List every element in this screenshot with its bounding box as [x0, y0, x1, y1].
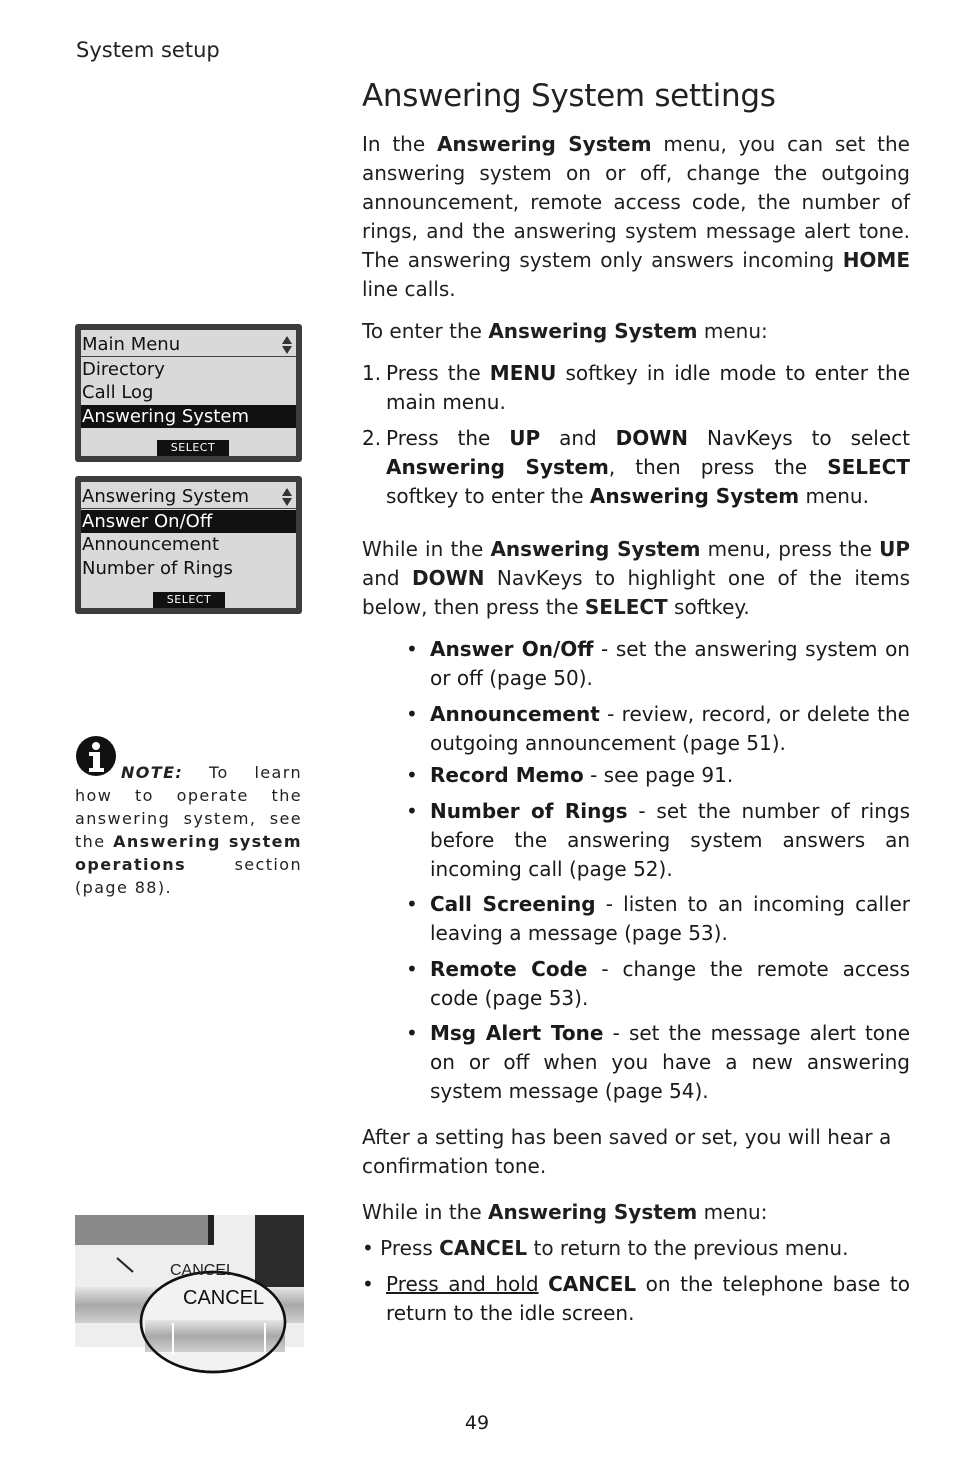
page-number: 49: [464, 1412, 490, 1434]
lcd-row: Call Log: [82, 382, 154, 403]
lcd-row-selected: Answer On/Off: [81, 510, 296, 533]
while-paragraph: While in the Answering System menu, press the UP and DOWN NavKeys to highlight one of the items below, then press the SELECT softkey.: [362, 537, 910, 619]
after-paragraph: After a setting has been saved or set, you will hear a confirmation tone.: [362, 1125, 892, 1178]
list-item: • Msg Alert Tone - set the message alert tone on or off when you have a new answering system message (page 54).: [406, 1021, 911, 1103]
step-1: 1. Press the MENU softkey in idle mode to enter the main menu.: [362, 361, 910, 414]
page-title: Answering System settings: [362, 78, 776, 114]
lcd-main-menu: [75, 324, 302, 462]
lcd-row: Announcement: [82, 534, 220, 555]
list-item: • Remote Code - change the remote access code (page 53).: [406, 957, 910, 1010]
lcd-row: Number of Rings: [82, 558, 233, 579]
cancel-small-label: CANCEL: [170, 1262, 235, 1279]
intro-paragraph: In the Answering System menu, you can set the answering system on or off, change the outgoing announcement, remote access code, the number of rings, and the answering system message alert tone. The answering system only answers incoming HOME line calls.: [362, 132, 910, 301]
select-softkey[interactable]: SELECT: [153, 592, 225, 608]
list-item: • Number of Rings - set the number of rings before the answering system answers an incoming call (page 52).: [406, 799, 910, 881]
list-item: • Record Memo - see page 91.: [406, 763, 734, 787]
note-label: NOTE:: [121, 763, 184, 782]
lcd-header: Main Menu: [81, 333, 296, 357]
select-softkey[interactable]: SELECT: [157, 440, 229, 456]
section-header: System setup: [76, 38, 220, 62]
list-item: • Answer On/Off - set the answering system on or off (page 50).: [406, 637, 910, 690]
step-2: 2. Press the UP and DOWN NavKeys to select Answering System, then press the SELECT softkey to enter the Answering System menu.: [362, 426, 911, 508]
scroll-arrows-icon: [282, 336, 292, 354]
list-item: • Announcement - review, record, or delete the outgoing announcement (page 51).: [406, 702, 910, 755]
lcd-header: Answering System: [81, 485, 296, 509]
note-box: NOTE: To learn how to operate the answering system, see the Answering system operations section (page 88).: [75, 735, 302, 899]
lcd-row-selected: Answering System: [81, 405, 296, 428]
lcd-row: Directory: [82, 359, 165, 380]
cancel-big-label[interactable]: CANCEL: [183, 1287, 265, 1309]
info-icon: [75, 735, 119, 779]
scroll-arrows-icon: [282, 488, 292, 506]
lcd-answering-menu: [75, 476, 302, 614]
cancel-item-2: • Press and hold CANCEL on the telephone base to return to the idle screen.: [362, 1272, 910, 1325]
cancel-key-illustration: [75, 1215, 304, 1375]
enter-menu-heading: To enter the Answering System menu:: [362, 319, 768, 343]
cancel-item-1: • Press CANCEL to return to the previous menu.: [362, 1236, 849, 1260]
list-item: • Call Screening - listen to an incoming caller leaving a message (page 53).: [406, 892, 911, 945]
while-cancel-heading: While in the Answering System menu:: [362, 1200, 768, 1224]
